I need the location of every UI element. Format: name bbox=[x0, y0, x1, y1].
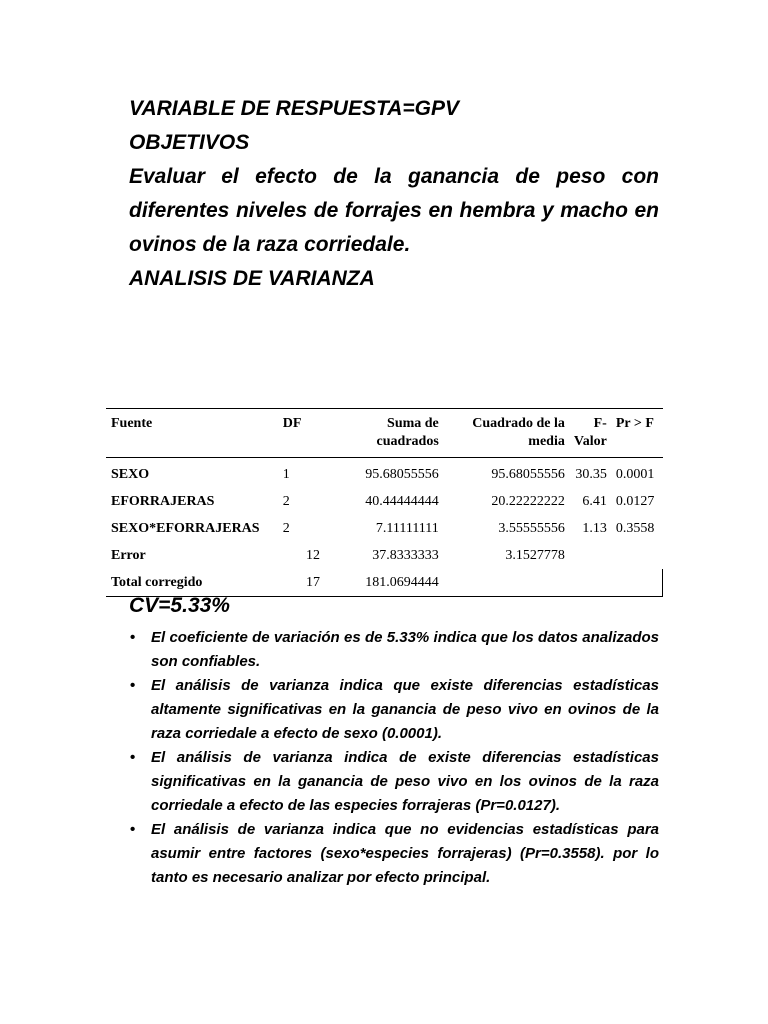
cell-cuadrado-media bbox=[443, 569, 569, 597]
list-item-text: El análisis de varianza indica que no evidencias estadísticas para asumir entre factores (sexo*especies forrajeras) (Pr=0.3558). por lo tanto es necesario analizar por efecto principal. bbox=[151, 821, 659, 886]
cell-f-valor bbox=[569, 542, 611, 569]
list-item-text: El análisis de varianza indica de existe diferencias estadísticas significativas en la ganancia de peso vivo en los ovinos de la raza corriedale a efecto de las especies forrajeras (Pr=0.0127). bbox=[151, 749, 659, 814]
cell-suma-cuadrados: 7.11111111 bbox=[375, 520, 439, 536]
table-row bbox=[106, 488, 663, 515]
cell-fuente: SEXO*EFORRAJERAS bbox=[111, 520, 260, 536]
cell-f-valor: 1.13 bbox=[582, 520, 607, 536]
anova-table bbox=[106, 408, 663, 597]
cell-cuadrado-media: 3.55555556 bbox=[498, 520, 565, 536]
list-item bbox=[129, 626, 659, 674]
header-cuadrado-media: Cuadrado de la media bbox=[443, 409, 569, 458]
table-row bbox=[106, 542, 663, 569]
cell-cuadrado-media: 20.22222222 bbox=[491, 493, 565, 509]
header-suma-cuadrados: Suma de cuadrados bbox=[324, 409, 443, 458]
cell-f-valor: 30.35 bbox=[575, 466, 607, 482]
anova-title: ANALISIS DE VARIANZA bbox=[129, 267, 375, 290]
list-item-text: El coeficiente de variación es de 5.33% indica que los datos analizados son confiables. bbox=[151, 629, 659, 670]
cell-f-valor bbox=[569, 569, 611, 597]
cell-fuente: SEXO bbox=[111, 466, 150, 482]
objectives-title: OBJETIVOS bbox=[129, 131, 250, 154]
cell-suma-cuadrados: 37.8333333 bbox=[372, 547, 439, 563]
cell-df: 12 bbox=[306, 547, 321, 563]
cell-suma-cuadrados: 181.0694444 bbox=[365, 574, 439, 590]
list-item bbox=[129, 746, 659, 818]
cell-df: 2 bbox=[282, 493, 290, 509]
table-row bbox=[106, 458, 663, 489]
cell-pr-f: 0.0127 bbox=[615, 493, 655, 509]
cv-value: CV=5.33% bbox=[129, 594, 230, 617]
cell-df: 17 bbox=[306, 574, 321, 590]
cell-suma-cuadrados: 40.44444444 bbox=[365, 493, 439, 509]
cell-cuadrado-media: 3.1527778 bbox=[505, 547, 565, 563]
conclusions-list bbox=[129, 626, 659, 890]
cell-fuente: Error bbox=[111, 547, 146, 563]
table-row bbox=[106, 569, 663, 597]
cell-cuadrado-media: 95.68055556 bbox=[491, 466, 565, 482]
header-fuente: Fuente bbox=[106, 409, 278, 458]
cell-suma-cuadrados: 95.68055556 bbox=[365, 466, 439, 482]
table-header-row bbox=[106, 409, 663, 458]
list-item-text: El análisis de varianza indica que existe diferencias estadísticas altamente significativas en la ganancia de peso vivo en ovinos de la raza corriedale a efecto de sexo (0.0001). bbox=[151, 677, 659, 742]
document-heading bbox=[129, 92, 659, 296]
cell-pr-f: 0.3558 bbox=[615, 520, 655, 536]
cell-fuente: Total corregido bbox=[111, 574, 203, 590]
header-pr-f: Pr > F bbox=[611, 409, 663, 458]
bullet-icon: • bbox=[130, 749, 136, 766]
cell-df: 1 bbox=[282, 466, 290, 482]
header-df: DF bbox=[278, 409, 324, 458]
table-row bbox=[106, 515, 663, 542]
list-item bbox=[129, 674, 659, 746]
objective-text: Evaluar el efecto de la ganancia de peso con diferentes niveles de forrajes en hembra y macho en ovinos de la raza corriedale. bbox=[129, 165, 659, 256]
cell-pr-f bbox=[611, 542, 663, 569]
list-item bbox=[129, 818, 659, 890]
response-variable-title: VARIABLE DE RESPUESTA=GPV bbox=[129, 97, 460, 120]
header-f-valor: F- Valor bbox=[569, 409, 611, 458]
cell-df: 2 bbox=[282, 520, 290, 536]
bullet-icon: • bbox=[130, 629, 136, 646]
cell-pr-f: 0.0001 bbox=[615, 466, 655, 482]
bullet-icon: • bbox=[130, 677, 136, 694]
bullet-icon: • bbox=[130, 821, 136, 838]
cell-fuente: EFORRAJERAS bbox=[111, 493, 215, 509]
cell-pr-f bbox=[611, 569, 663, 597]
cell-f-valor: 6.41 bbox=[582, 493, 607, 509]
